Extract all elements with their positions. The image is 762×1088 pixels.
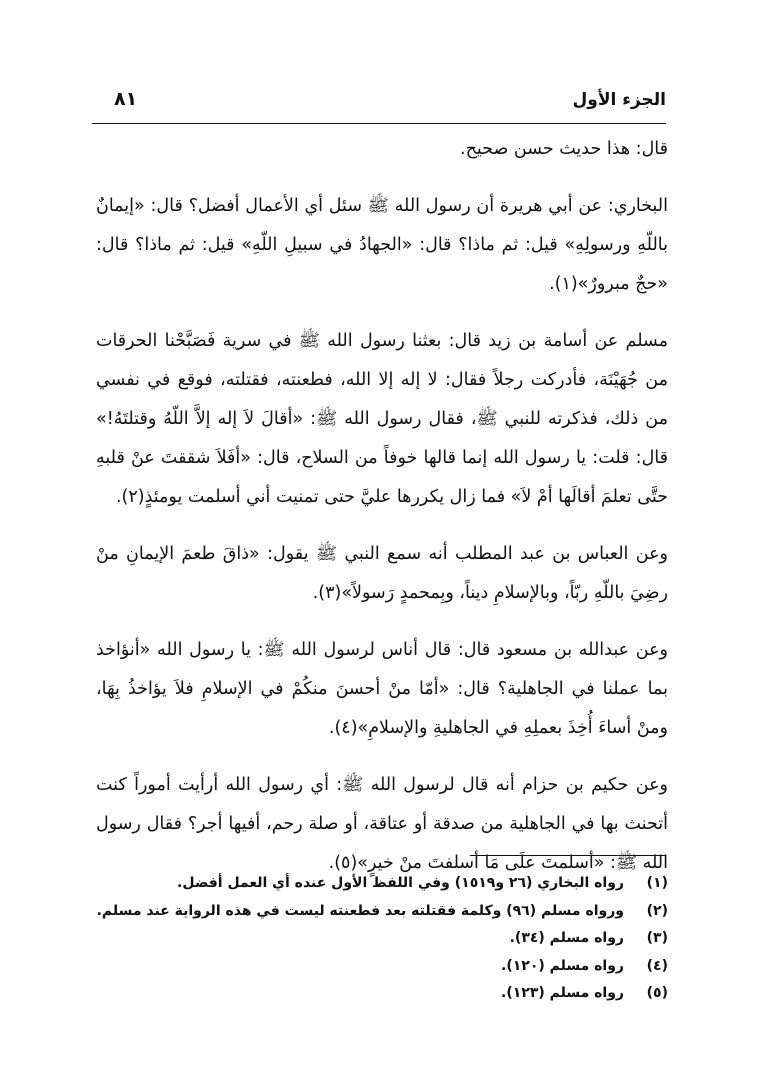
footnote-item [96,898,668,926]
paragraph: وعن العباس بن عبد المطلب أنه سمع النبي ﷺ يقول: «ذاقَ طعمَ الإيمانِ منْ رضِيَ باللّهِ ربّاً، وبالإسلامِ ديناً، وبِمحمدٍ رَسولاً»(٣). [96,544,668,603]
footnote-item [96,980,668,1008]
footnote-text: ورواه مسلم (٩٦) وكلمة فقتلته بعد فطعنته ليست في هذه الرواية عند مسلم. [96,902,624,919]
footnote-text: رواه مسلم (٣٤). [509,930,624,946]
footnote-number: (١) [646,875,668,891]
footnote-number: (٢) [646,902,668,919]
header-divider [92,123,666,124]
footnote-number: (٣) [646,930,668,946]
footnote-item [96,925,668,953]
paragraph: وعن حكيم بن حزام أنه قال لرسول الله ﷺ: أي رسول الله أرأيت أموراً كنت أتحنث بها في الجاهلية من صدقة أو عتاقة، أو صلة رحم، أفيها أجر؟ فقال رسول الله ﷺ: «أسلمتَ علَى مَا أسلفتَ منْ خيرٍ»(٥). [96,775,668,873]
page-number: ٨١ [114,88,138,110]
paragraph: البخاري: عن أبي هريرة أن رسول الله ﷺ سئل أي الأعمال أفضل؟ قال: «إيمانٌ باللّهِ ورسولِهِ» قيل: ثم ماذا؟ قال: «الجهادُ في سبيلِ اللّهِ» قيل: ثم ماذا؟ قال: «حجٌ مبرورٌ»(١). [96,196,668,294]
footnote-item [96,953,668,981]
footnote-text: رواه مسلم (١٢٣). [501,985,624,1001]
footnote-number: (٤) [646,957,668,974]
main-text [96,130,668,901]
footnote-divider [470,855,666,856]
footnote-number: (٥) [646,985,668,1001]
footnote-item [96,870,668,898]
footnote-text: رواه البخاري (٢٦ و١٥١٩) وفي اللفظ الأول عنده أي العمل أفضل. [177,875,624,891]
footnote-text: رواه مسلم (١٢٠). [501,957,624,974]
paragraph: مسلم عن أسامة بن زيد قال: بعثنا رسول الله ﷺ في سرية فَصَبَّحْنا الحرقات من جُهَيْنَة، فأدركت رجلاً فقال: لا إله إلا الله، فطعنته، فقتلته، فوقع في نفسي من ذلك، فذكرته للنبي ﷺ، فقال رسول الله ﷺ: «أقالَ لاَ إله إلاَّ اللّهُ وقتلتَهُ!» قال: قلت: يا رسول الله إنما قالها خوفاً من السلاح، قال: «أفَلاَ شققتَ عنْ قلبهِ حتَّى تعلمَ أقالَها أمْ لاَ» فما زال يكررها عليَّ حتى تمنيت أني أسلمت يومئذٍ(٢). [96,331,668,507]
running-title: الجزء الأول [572,90,666,110]
footnotes [96,870,668,1008]
page-header [92,86,666,122]
paragraph: قال: هذا حديث حسن صحيح. [460,139,668,159]
paragraph: وعن عبدالله بن مسعود قال: قال أناس لرسول الله ﷺ: يا رسول الله «أنؤاخذ بما عملنا في الجاهلية؟ قال: «أمّا منْ أحسنَ منكُمْ في الإسلامِ فلاَ يؤاخذُ بِهَا، ومنْ أساءَ أُخِذَ بعملِهِ في الجاهليةِ والإسلامِ»(٤). [96,640,668,738]
